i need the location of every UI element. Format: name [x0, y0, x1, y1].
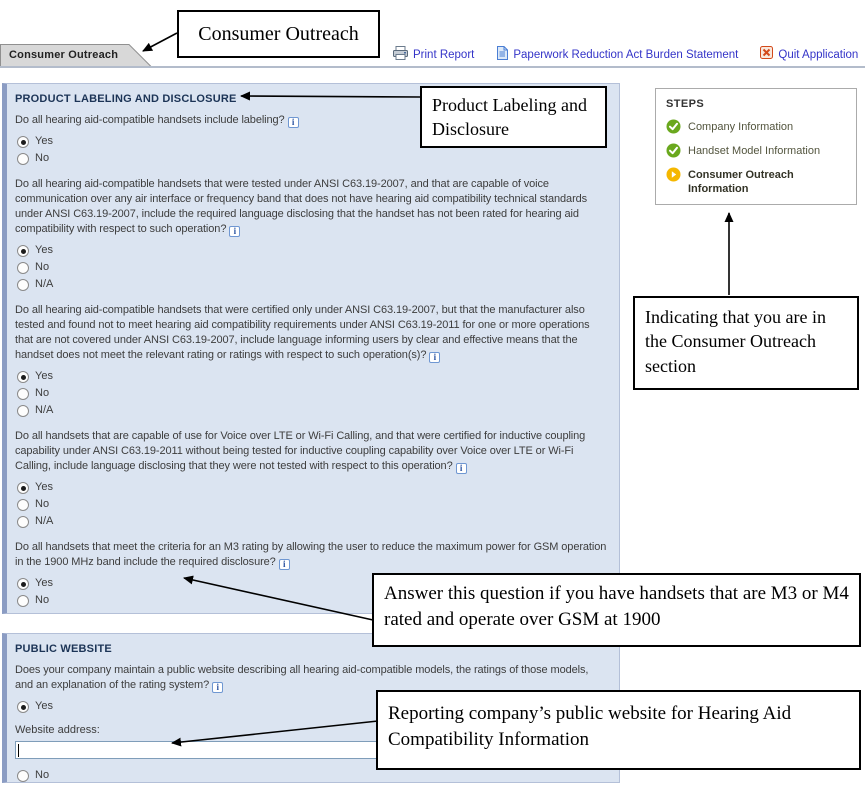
info-icon[interactable]: i [279, 559, 290, 570]
info-icon[interactable]: i [456, 463, 467, 474]
radio-option-yes[interactable]: Yes [17, 698, 609, 715]
section-header: PRODUCT LABELING AND DISCLOSURE [15, 93, 237, 105]
print-report-label: Print Report [413, 49, 475, 61]
question-m3-gsm: Do all handsets that meet the criteria for an M3 rating by allowing the user to reduce the maximum power for GSM operation in the 1900 MHz band include the required disclosure? i [15, 541, 607, 569]
radio-option-yes[interactable]: Yes [17, 368, 609, 385]
radio-option-no[interactable]: No [17, 592, 609, 609]
quit-application-link[interactable] [760, 46, 858, 64]
radio-option-no[interactable]: No [17, 259, 609, 276]
print-report-link[interactable] [393, 46, 474, 65]
steps-panel [655, 88, 857, 205]
question-2011-requirements: Do all hearing aid-compatible handsets that were certified only under ANSI C63.19-2007, but that the manufacturer also tested and found not to meet hearing aid compatibility requirements under ANSI C63.19-2011 for one or more operations that are not covered under ANSI C63.19-2007, include language informing users by clear and effective means that the handset does not meet the relevant rating or ratings with respect to such operation(s)? i [15, 304, 590, 362]
radio-option-yes[interactable]: Yes [17, 133, 609, 150]
radio-button[interactable] [17, 388, 29, 400]
radio-button[interactable] [17, 701, 29, 713]
callout-website-field: Reporting company’s public website for Hearing Aid Compatibility Information [376, 690, 861, 770]
radio-button[interactable] [17, 770, 29, 782]
radio-option-na[interactable]: N/A [17, 276, 609, 293]
radio-button[interactable] [17, 595, 29, 607]
radio-button[interactable] [17, 482, 29, 494]
step-company-information[interactable]: Company Information [666, 119, 846, 137]
callout-consumer-outreach: Consumer Outreach [177, 10, 380, 58]
callout-gsm-question: Answer this question if you have handsets that are M3 or M4 rated and operate over GSM at 1900 [372, 573, 861, 647]
radio-option-no[interactable]: No [17, 385, 609, 402]
radio-option-no[interactable]: No [17, 496, 609, 513]
info-icon[interactable]: i [288, 117, 299, 128]
step-consumer-outreach-information[interactable]: Consumer Outreach Information [666, 167, 846, 196]
radio-option-na[interactable]: N/A [17, 513, 609, 530]
radio-option-yes[interactable]: Yes [17, 575, 609, 592]
tab-consumer-outreach[interactable] [0, 44, 152, 67]
radio-option-yes[interactable]: Yes [17, 479, 609, 496]
printer-icon [393, 46, 408, 65]
radio-button[interactable] [17, 405, 29, 417]
green-check-icon [666, 119, 681, 137]
tabbar-divider [0, 66, 865, 68]
radio-button[interactable] [17, 371, 29, 383]
paperwork-statement-link[interactable] [496, 46, 738, 65]
paperwork-statement-label: Paperwork Reduction Act Burden Statement [513, 49, 739, 61]
question-volte-wifi: Do all handsets that are capable of use for Voice over LTE or Wi-Fi Calling, and that were certified for inductive coupling capability under ANSI C63.19-2011 without being tested for inductive coupling capability over Voice over LTE or Wi-Fi Calling, include language disclosing that they were not tested with respect to this operation? i [15, 430, 586, 473]
radio-button[interactable] [17, 153, 29, 165]
radio-button[interactable] [17, 245, 29, 257]
radio-button[interactable] [17, 262, 29, 274]
steps-title: STEPS [666, 98, 705, 110]
tab-label: Consumer Outreach [9, 49, 119, 61]
radio-button[interactable] [17, 136, 29, 148]
radio-option-no[interactable]: No [17, 767, 609, 784]
website-address-label: Website address: [15, 724, 100, 736]
radio-button[interactable] [17, 516, 29, 528]
radio-option-no[interactable]: No [17, 150, 609, 167]
section-header: PUBLIC WEBSITE [15, 643, 112, 655]
radio-option-yes[interactable]: Yes [17, 242, 609, 259]
question-untested-bands: Do all hearing aid-compatible handsets that were tested under ANSI C63.19-2007, and that are capable of voice communication over any air interface or frequency band that does not have hearing aid compatibility technical standards under ANSI C63.19-2007, include the required language disclosing that the handset has not been rated for hearing aid compatibility with respect to such operation? i [15, 178, 588, 236]
info-icon[interactable]: i [212, 682, 223, 693]
green-check-icon [666, 143, 681, 161]
info-icon[interactable]: i [229, 226, 240, 237]
step-handset-model-information[interactable]: Handset Model Information [666, 143, 846, 161]
callout-product-labeling: Product Labeling and Disclosure [420, 86, 607, 148]
radio-button[interactable] [17, 499, 29, 511]
yellow-play-icon [666, 167, 681, 185]
radio-button[interactable] [17, 279, 29, 291]
radio-button[interactable] [17, 578, 29, 590]
section-product-labeling [2, 83, 620, 614]
info-icon[interactable]: i [429, 352, 440, 363]
quit-application-label: Quit Application [778, 49, 859, 61]
text-cursor [18, 744, 19, 757]
callout-steps-indicator: Indicating that you are in the Consumer Outreach section [633, 296, 859, 390]
radio-option-na[interactable]: N/A [17, 402, 609, 419]
toolbar [393, 46, 858, 64]
quit-x-icon [760, 46, 773, 64]
document-icon [496, 46, 508, 65]
question-labeling: Do all hearing aid-compatible handsets include labeling? i [15, 113, 607, 128]
question-public-website: Does your company maintain a public website describing all hearing aid-compatible models, the ratings of those models, and an explanation of the rating system? i [15, 664, 589, 692]
